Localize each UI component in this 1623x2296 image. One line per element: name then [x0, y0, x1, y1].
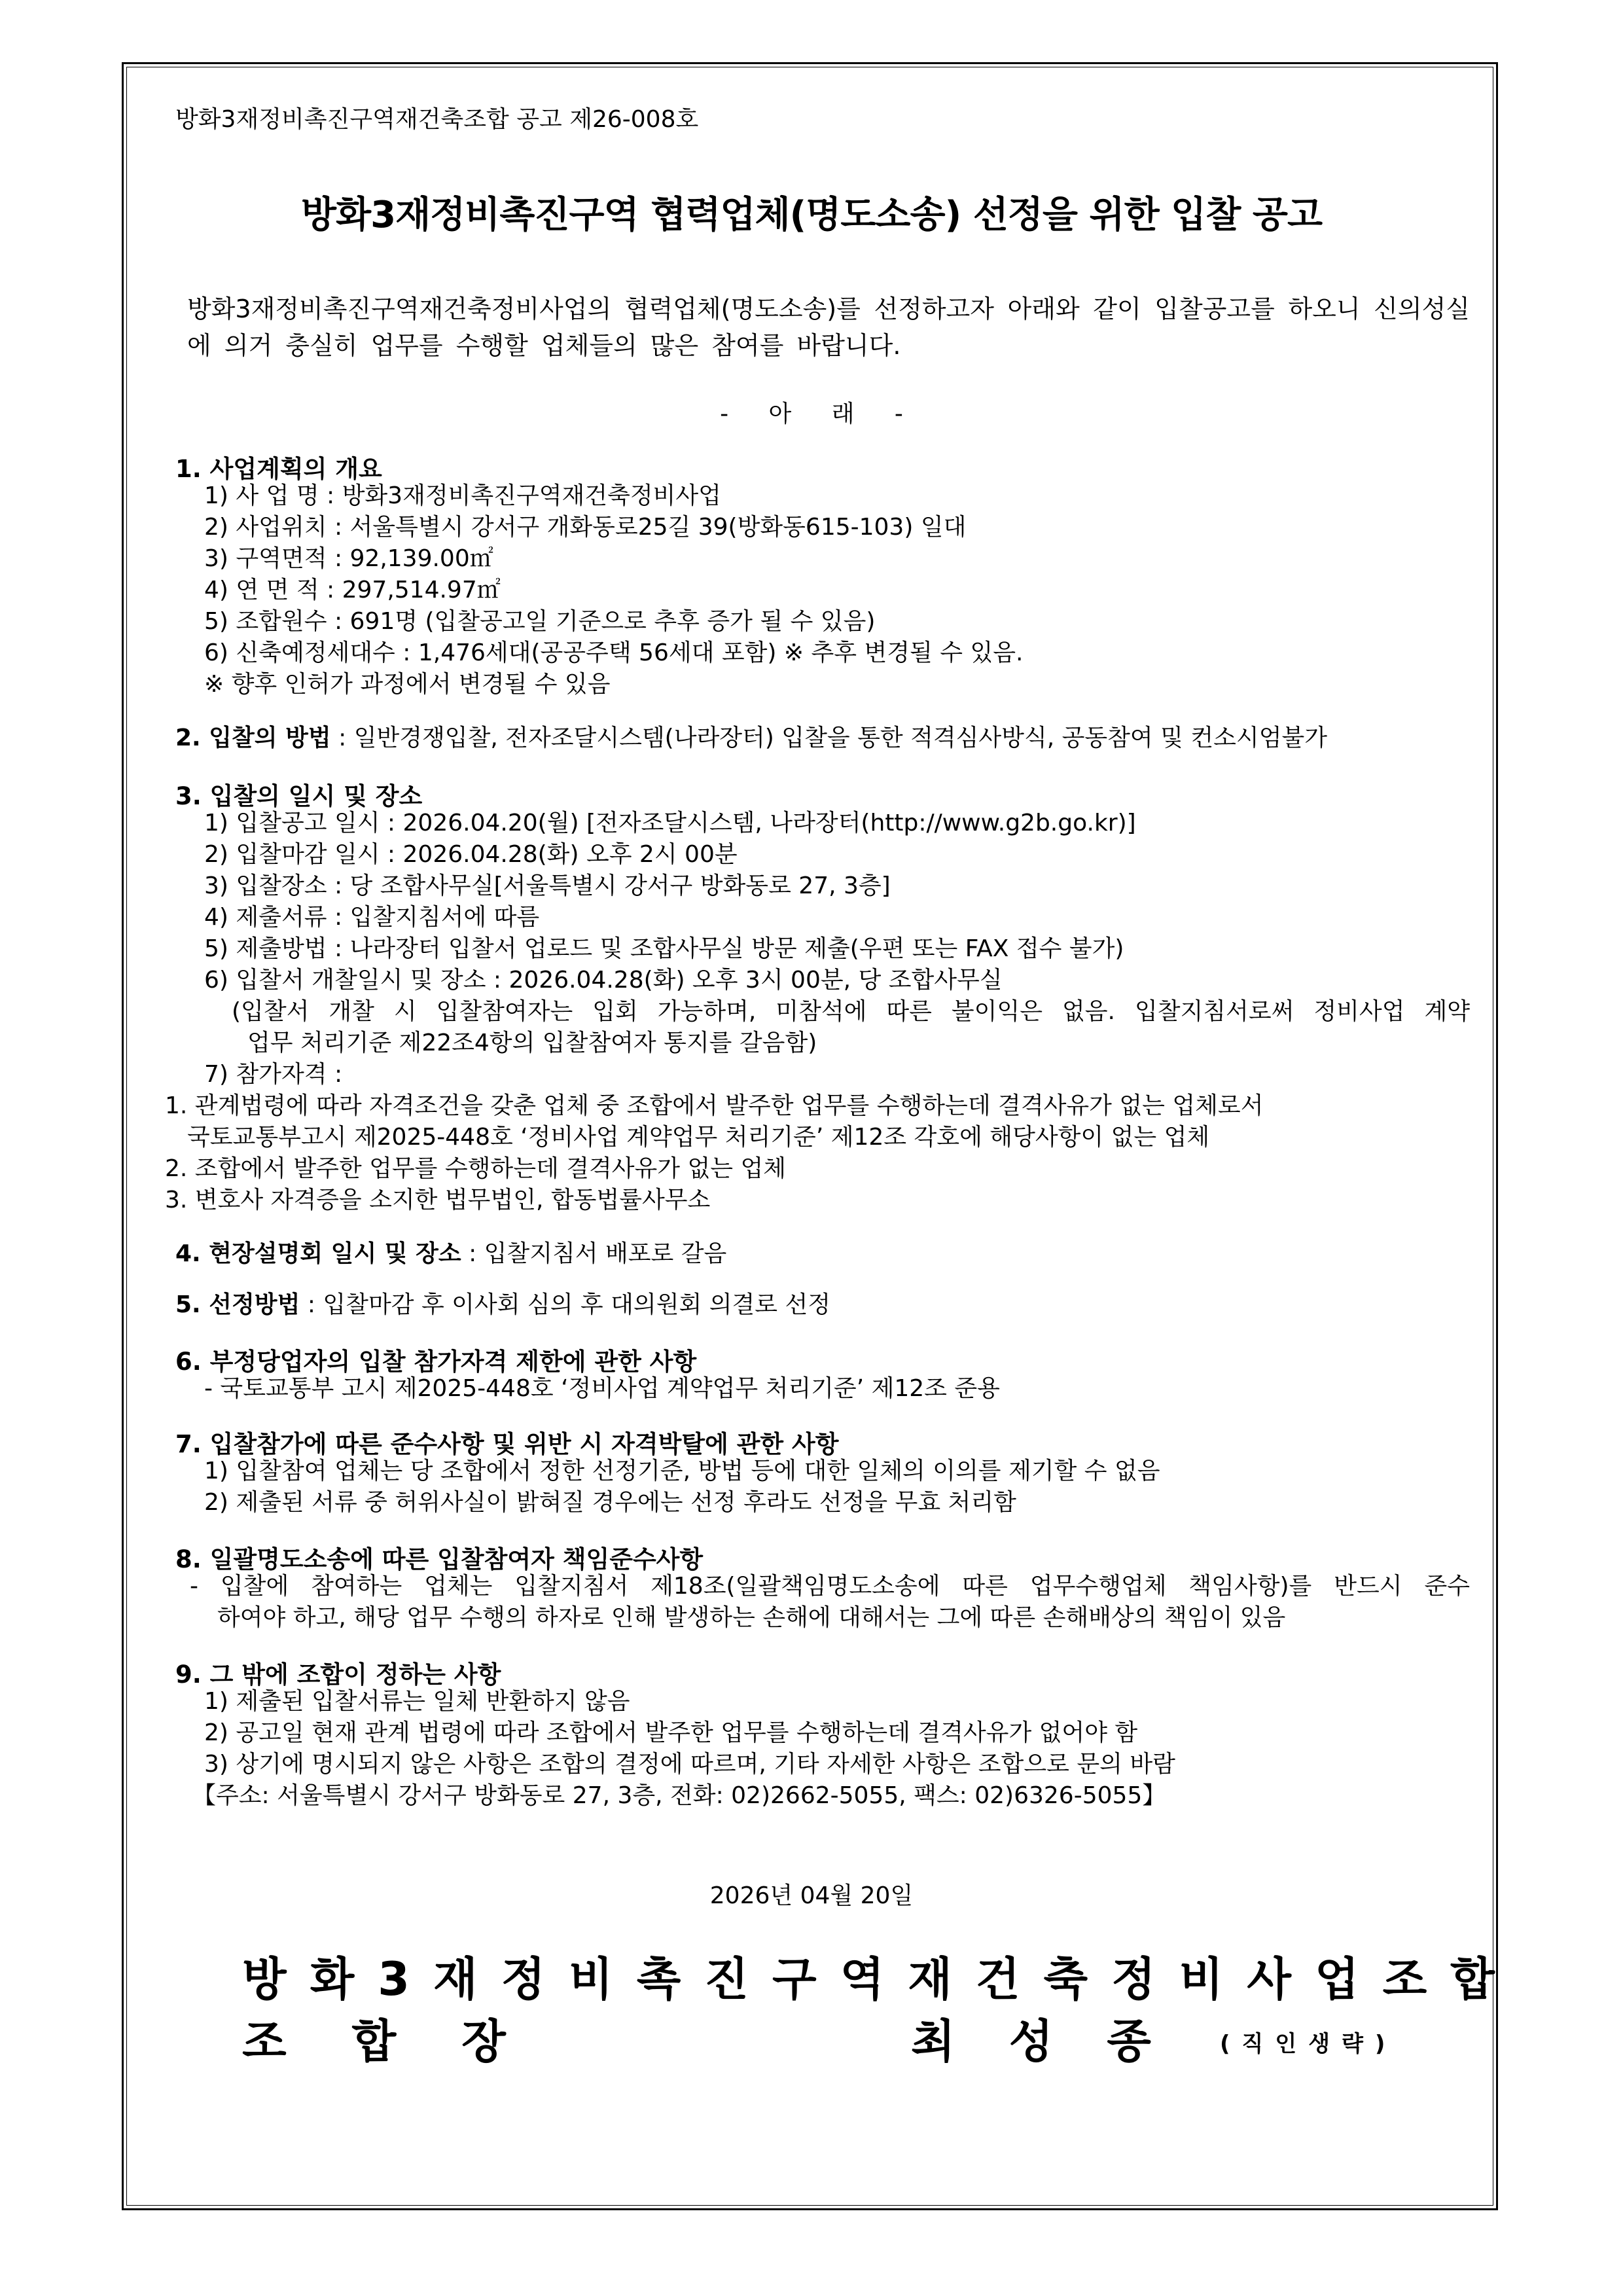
intro-paragraph: 방화3재정비촉진구역재건축정비사업의 협력업체(명도소송)를 선정하고자 아래와 같이 입찰공고를 하오니 신의성실에 의거 충실히 업무를 수행할 업체들의 많은 참여를 바랍니다. [187, 295, 1470, 360]
section-3-heading: 3. 입찰의 일시 및 장소 [175, 782, 423, 810]
section-3-item: 3) 입찰장소 : 당 조합사무실[서울특별시 강서구 방화동로 27, 3층] [204, 872, 891, 899]
section-1-heading: 1. 사업계획의 개요 [175, 455, 382, 483]
below-marker: - 아 래 - [720, 401, 903, 427]
notice-date: 2026년 04월 20일 [709, 1882, 914, 1909]
section-7-item: 1) 입찰참여 업체는 당 조합에서 정한 선정기준, 방법 등에 대한 일체의 이의를 제기할 수 없음 [204, 1458, 1160, 1484]
section-4 [175, 1238, 726, 1270]
section-3-item: 1) 입찰공고 일시 : 2026.04.20(월) [전자조달시스템, 나라장터(http://www.g2b.go.kr)] [204, 810, 1136, 836]
section-8-line-2: 하여야 하고, 해당 업무 수행의 하자로 인해 발생하는 손해에 대해서는 그에 따른 손해배상의 책임이 있음 [217, 1604, 1286, 1631]
section-9-item: 3) 상기에 명시되지 않은 사항은 조합의 결정에 따르며, 기타 자세한 사항은 조합으로 문의 바람 [204, 1751, 1175, 1778]
qualification-item-1-cont: 국토교통부고시 제2025-448호 ‘정비사업 계약업무 처리기준’ 제12조 각호에 해당사항이 없는 업체 [187, 1124, 1210, 1151]
section-3-item: 4) 제출서류 : 입찰지침서에 따름 [204, 904, 540, 931]
qualification-item-2: 2. 조합에서 발주한 업무를 수행하는데 결격사유가 없는 업체 [165, 1155, 787, 1182]
section-1-item: 1) 사 업 명 : 방화3재정비촉진구역재건축정비사업 [204, 482, 721, 509]
section-3-note-line-1: (입찰서 개찰 시 입찰참여자는 입회 가능하며, 미참석에 따른 불이익은 없음. 입찰지침서로써 정비사업 계약 [232, 998, 1470, 1025]
section-7-heading: 7. 입찰참가에 따른 준수사항 및 위반 시 자격박탈에 관한 사항 [175, 1430, 839, 1458]
seal-omitted-note: (직인생략) [1220, 2031, 1397, 2057]
section-3-item: 2) 입찰마감 일시 : 2026.04.28(화) 오후 2시 00분 [204, 841, 738, 868]
section-2-body: : 일반경쟁입찰, 전자조달시스템(나라장터) 입찰을 통한 적격심사방식, 공동참여 및 컨소시엄불가 [330, 725, 1328, 751]
section-3-note-line-2: 업무 처리기준 제22조4항의 입찰참여자 통지를 갈음함) [247, 1030, 817, 1056]
section-1-note: ※ 향후 인허가 과정에서 변경될 수 있음 [204, 671, 611, 698]
section-1-item: 4) 연 면 적 : 297,514.97㎡ [204, 577, 501, 603]
section-7-item: 2) 제출된 서류 중 허위사실이 밝혀질 경우에는 선정 후라도 선정을 무효 처리함 [204, 1489, 1016, 1516]
section-9-heading: 9. 그 밖에 조합이 정하는 사항 [175, 1660, 501, 1689]
organization-name: 방화3재정비촉진구역재건축정비사업조합 [242, 1952, 1518, 2006]
section-1-item: 3) 구역면적 : 92,139.00㎡ [204, 545, 493, 572]
notice-reference: 방화3재정비촉진구역재건축조합 공고 제26-008호 [175, 106, 699, 133]
section-4-body: : 입찰지침서 배포로 갈음 [461, 1240, 727, 1267]
section-6-body: - 국토교통부 고시 제2025-448호 ‘정비사업 계약업무 처리기준’ 제12조 준용 [204, 1375, 1000, 1402]
section-8-line-1: - 입찰에 참여하는 업체는 입찰지침서 제18조(일괄책임명도소송에 따른 업무수행업체 책임사항)를 반드시 준수 [190, 1573, 1470, 1600]
section-1-item: 6) 신축예정세대수 : 1,476세대(공공주택 56세대 포함) ※ 추후 변경될 수 있음. [204, 639, 1024, 666]
qualification-heading: 7) 참가자격 : [204, 1061, 343, 1088]
qualification-item-1: 1. 관계법령에 따라 자격조건을 갖춘 업체 중 조합에서 발주한 업무를 수행하는데 결격사유가 없는 업체로서 [165, 1092, 1264, 1119]
section-5-body: : 입찰마감 후 이사회 심의 후 대의원회 의결로 선정 [300, 1291, 831, 1318]
section-2-heading: 2. 입찰의 방법 [175, 725, 331, 751]
section-5-heading: 5. 선정방법 [175, 1291, 300, 1318]
section-1-item: 5) 조합원수 : 691명 (입찰공고일 기준으로 추후 증가 될 수 있음) [204, 608, 876, 635]
section-2 [175, 723, 1327, 754]
chief-title: 조합장 [242, 2015, 571, 2068]
section-3-item: 6) 입찰서 개찰일시 및 장소 : 2026.04.28(화) 오후 3시 00분, 당 조합사무실 [204, 967, 1003, 994]
section-9-item: 2) 공고일 현재 관계 법령에 따라 조합에서 발주한 업무를 수행하는데 결격사유가 없어야 함 [204, 1719, 1138, 1746]
qualification-item-3: 3. 변호사 자격증을 소지한 법무법인, 합동법률사무소 [165, 1187, 711, 1213]
section-4-heading: 4. 현장설명회 일시 및 장소 [175, 1240, 461, 1267]
chief-name: 최성종 [911, 2015, 1205, 2068]
section-3-item: 5) 제출방법 : 나라장터 입찰서 업로드 및 조합사무실 방문 제출(우편 또는 FAX 접수 불가) [204, 935, 1124, 962]
section-6-heading: 6. 부정당업자의 입찰 참가자격 제한에 관한 사항 [175, 1348, 697, 1376]
section-5 [175, 1289, 830, 1321]
section-1-item: 2) 사업위치 : 서울특별시 강서구 개화동로25길 39(방화동615-103) 일대 [204, 514, 967, 541]
page-title: 방화3재정비촉진구역 협력업체(명도소송) 선정을 위한 입찰 공고 [300, 194, 1323, 236]
contact-info: 【주소: 서울특별시 강서구 방화동로 27, 3층, 전화: 02)2662-5055, 팩스: 02)6326-5055】 [192, 1782, 1166, 1809]
section-9-item: 1) 제출된 입찰서류는 일체 반환하지 않음 [204, 1688, 630, 1715]
section-8-heading: 8. 일괄명도소송에 따른 입찰참여자 책임준수사항 [175, 1545, 704, 1573]
